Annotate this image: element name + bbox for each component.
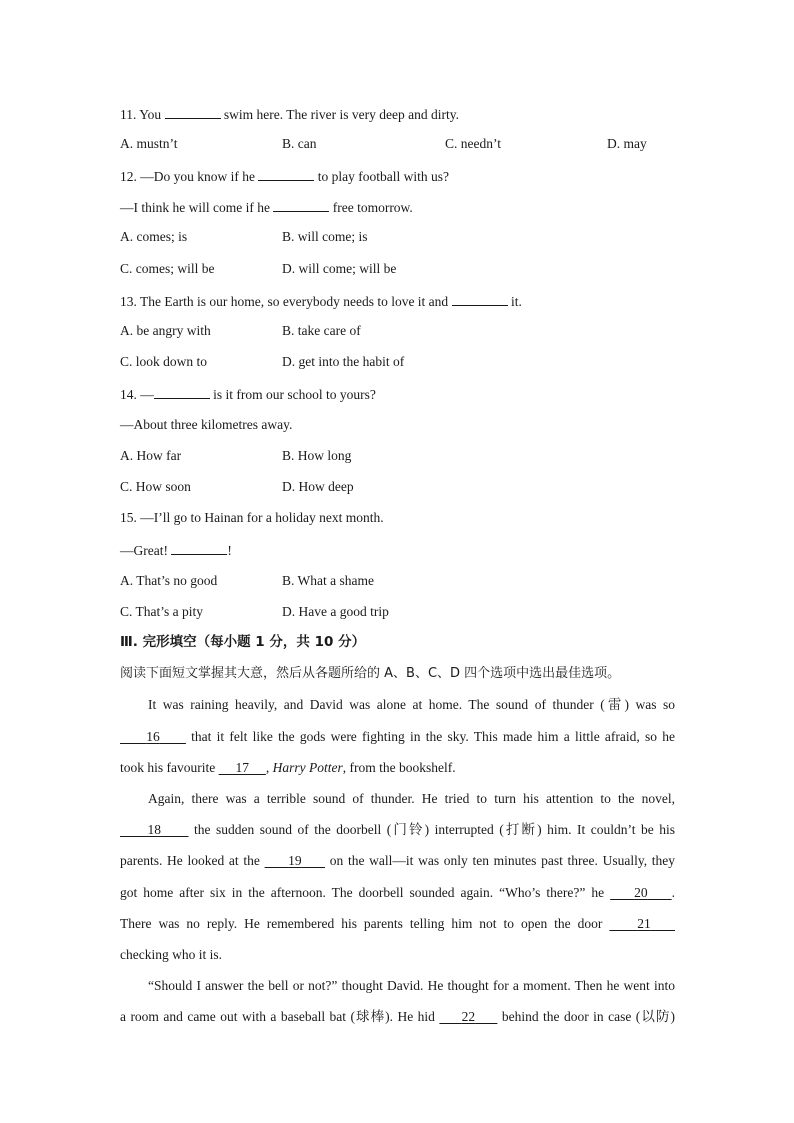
passage-p2-line3-end: on the wall—it was only ten minutes past three. Usually, they	[329, 853, 676, 868]
q11-blank	[165, 104, 221, 119]
q15-reply-start: —Great!	[120, 543, 168, 558]
q15-option-a: A. That’s no good	[120, 573, 218, 588]
passage-p3-line1: “Should I answer the bell or not?” thought David. He thought for a moment. Then he went into	[148, 978, 675, 993]
passage-p2-line1: Again, there was a terrible sound of thunder. He tried to turn his attention to the novel,	[148, 791, 675, 806]
passage-p2-line2-text: the sudden sound of the doorbell (门铃) interrupted (打断) him. It couldn’t be his	[194, 822, 676, 837]
q12-reply	[120, 197, 413, 217]
q13-stem	[120, 291, 522, 311]
q12-option-b: B. will come; is	[282, 229, 368, 244]
passage-p1-line1: It was raining heavily, and David was alone at home. The sound of thunder (雷) was so	[148, 697, 675, 712]
blank-19: 19	[288, 853, 302, 868]
q12-option-c: C. comes; will be	[120, 261, 215, 276]
q15-reply-end: !	[227, 543, 232, 558]
q13-option-d: D. get into the habit of	[282, 354, 405, 369]
q14-stem-start: 14. —	[120, 387, 154, 402]
q12-reply-start: —I think he will come if he	[120, 200, 270, 215]
q15-option-c: C. That’s a pity	[120, 604, 203, 619]
passage-p1-line2	[120, 728, 675, 746]
q13-stem-start: 13. The Earth is our home, so everybody needs to love it and	[120, 294, 449, 309]
passage-p2-line5	[120, 915, 675, 933]
q14-option-a: A. How far	[120, 448, 182, 463]
passage-p2-line4-start: got home after six in the afternoon. The doorbell sounded again. “Who’s there?” he	[120, 885, 605, 900]
section-title: Ⅲ. 完形填空（每小题 1 分，共 10 分）	[120, 634, 366, 650]
passage-p2-line3	[120, 852, 675, 870]
passage-p1-line3-start: took his favourite	[120, 760, 216, 775]
q14-option-d: D. How deep	[282, 479, 354, 494]
q13-option-a: A. be angry with	[120, 323, 211, 338]
q12-option-a: A. comes; is	[120, 229, 188, 244]
q11-option-d: D. may	[607, 136, 647, 151]
q12-blank	[258, 166, 314, 181]
q12-option-d: D. will come; will be	[282, 261, 397, 276]
blank-17: 17	[235, 760, 249, 775]
q11-stem	[120, 104, 459, 124]
passage-p2-line5-start: There was no reply. He remembered his parents telling him not to open the door	[120, 916, 603, 931]
q14-blank	[154, 384, 210, 399]
passage-p2-line6: checking who it is.	[120, 947, 222, 962]
q12-reply-blank	[273, 197, 329, 212]
q12-stem	[120, 166, 449, 186]
passage-p2-line2	[120, 821, 675, 839]
q14-stem-end: is it from our school to yours?	[213, 387, 376, 402]
passage-p3-line2-start: a room and came out with a baseball bat (球棒). He hid	[120, 1009, 435, 1024]
q14-stem	[120, 384, 376, 404]
blank-22: 22	[461, 1009, 476, 1024]
q13-option-c: C. look down to	[120, 354, 208, 369]
q11-option-b: B. can	[282, 136, 317, 151]
blank-21: 21	[637, 916, 651, 931]
period: .	[671, 885, 676, 900]
passage-p2-line4	[120, 884, 675, 902]
q15-reply	[120, 540, 232, 560]
blank-20: 20	[634, 885, 648, 900]
q12-stem-end: to play football with us?	[317, 169, 449, 184]
q14-option-b: B. How long	[282, 448, 352, 463]
q15-option-b: B. What a shame	[282, 573, 374, 588]
q13-option-b: B. take care of	[282, 323, 361, 338]
passage-p3-line2-end: behind the door in case (以防)	[501, 1009, 676, 1024]
passage-p2-line3-start: parents. He looked at the	[120, 853, 260, 868]
blank-18: 18	[147, 822, 161, 837]
q15-blank	[171, 540, 227, 555]
q13-stem-end: it.	[510, 294, 522, 309]
section-instruction: 阅读下面短文掌握其大意，然后从各题所给的 A、B、C、D 四个选项中选出最佳选项。	[120, 666, 621, 681]
q11-option-c: C. needn’t	[445, 136, 501, 151]
q11-stem-start: 11. You	[120, 107, 162, 122]
q11-stem-end: swim here. The river is very deep and dirty.	[223, 107, 459, 122]
q11-option-a: A. mustn’t	[120, 136, 178, 151]
passage-p3-line2	[120, 1008, 675, 1026]
passage-p1-line2-text: that it felt like the gods were fighting in the sky. This made him a little afraid, so he	[191, 729, 676, 744]
passage-p1-line3	[120, 759, 675, 777]
passage-p1-line3-end: , from the bookshelf.	[342, 760, 456, 775]
comma: ,	[265, 760, 270, 775]
q12-reply-end: free tomorrow.	[332, 200, 413, 215]
q12-stem-start: 12. —Do you know if he	[120, 169, 255, 184]
blank-16: 16	[146, 729, 160, 744]
q14-option-c: C. How soon	[120, 479, 191, 494]
q15-stem: 15. —I’ll go to Hainan for a holiday next month.	[120, 510, 384, 525]
q14-reply: —About three kilometres away.	[120, 417, 293, 432]
book-title: Harry Potter	[272, 760, 343, 775]
q15-option-d: D. Have a good trip	[282, 604, 389, 619]
q13-blank	[452, 291, 508, 306]
